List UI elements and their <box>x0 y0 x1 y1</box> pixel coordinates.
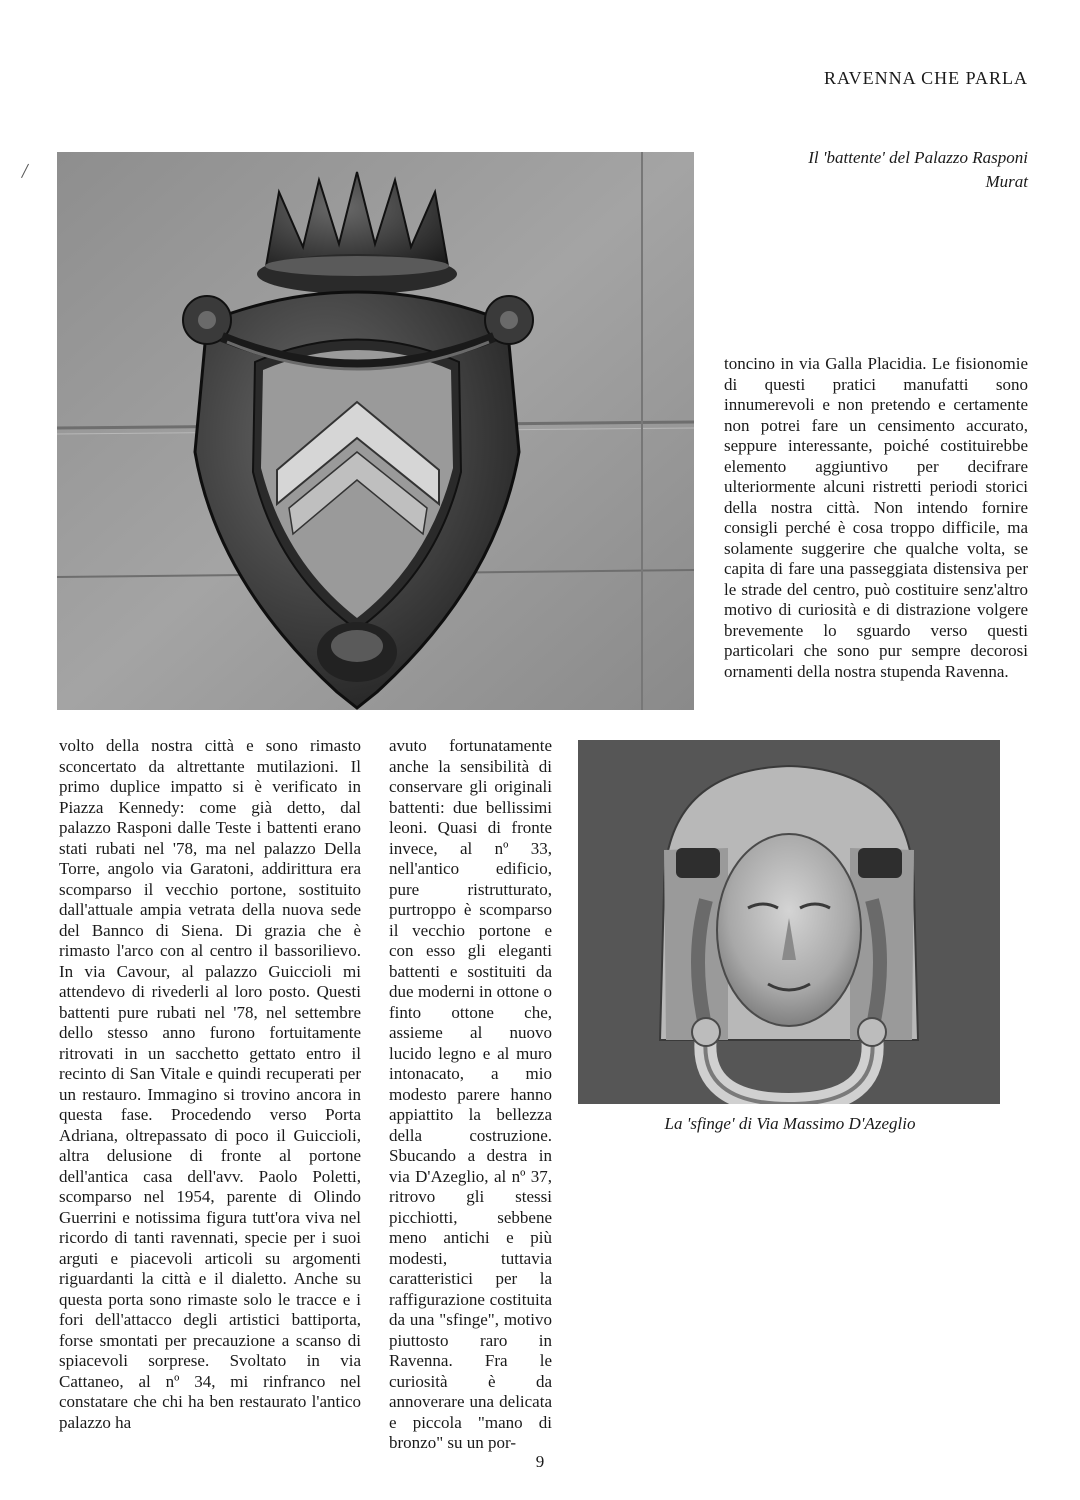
page-number: 9 <box>535 1452 545 1471</box>
sphinx-illustration <box>578 740 1000 1104</box>
margin-pencil-mark: / <box>20 157 30 184</box>
heraldic-door-knocker-photo <box>57 152 694 710</box>
running-header: RAVENNA CHE PARLA <box>823 68 1028 88</box>
sphinx-door-knocker-photo <box>578 740 1000 1104</box>
knocker-illustration <box>57 152 694 710</box>
top-figure-caption: Il 'battente' del Palazzo Rasponi Murat <box>808 148 1028 191</box>
body-text-right-column: toncino in via Galla Placidia. Le fisionomie di questi pratici manufatti sono innumerevoli e non pretendo e certamente non potrei fare un censimento accurato, seppure interessante, poiché costituirebbe elemento aggiuntivo per decifrare ulteriormente alcuni ristretti periodi storici della nostra città. Non intendo fornire consigli perché è cosa troppo difficile, ma solamente suggerire che qualche volta, se capita di fare una passeggiata distensiva per le strade del centro, può costituire senz'altro motivo di curiosità e di distrazione volgere brevemente lo sguardo verso questi particolari che sono pur sempre decorosi ornamenti della nostra stupenda Ravenna. <box>724 354 1028 681</box>
bottom-figure-caption: La 'sfinge' di Via Massimo D'Azeglio <box>664 1114 916 1133</box>
body-text-left-column: volto della nostra città e sono rimasto sconcertato da altrettante mutilazioni. Il primo duplice impatto si è verificato in Piazza Kennedy: come già detto, dal palazzo Rasponi dalle Teste i battenti erano stati rubati nel '78, ma nel palazzo Della Torre, angolo via Garatoni, addirittura era scomparso il vecchio portone, sostituito dall'attuale ampia vetrata della nuova sede del Bannco di Siena. Di grazia che è rimasto l'arco con al centro il bassorilievo. In via Cavour, al palazzo Guiccioli mi attendevo di rivederli al loro posto. Questi battenti pure rubati nel '78, nel settembre dello stesso anno furono fortuitamente ritrovati in un sacchetto gettato entro il recinto di San Vitale e quindi recuperati per un restauro. Immagino si trovino ancora in questa fase. Procedendo verso Porta Adriana, oltrepassato di poco il Guiccioli, altra delusione di fronte al portone dell'antica casa dell'avv. Paolo Poletti, scomparso nel 1954, parente di Olindo Guerrini e notissima figura tutt'ora viva nel ricordo di tanti ravennati, specie per i suoi arguti e piacevoli articoli su argomenti riguardanti la città e il dialetto. Anche su questa porta sono rimaste solo le tracce e i fori dell'attacco degli artistici battiporta, forse smontati per precauzione a scanso di spiacevoli sorprese. Svoltato in via Cattaneo, al nº 34, mi rinfranco nel constatare che chi ha ben restaurato l'antico palazzo ha <box>59 736 361 1432</box>
body-text-middle-column: avuto fortunatamente anche la sensibilità di conservare gli originali battenti: due bellissimi leoni. Quasi di fronte invece, al nº 33, nell'antico edificio, pure ristrutturato, purtroppo è scomparso il vecchio portone e con esso gli eleganti battenti e sostituiti da due moderni in ottone o finto ottone che, assieme al nuovo lucido legno e al muro intonacato, a mio modesto parere hanno appiattito la bellezza della costruzione. Sbucando a destra in via D'Azeglio, al nº 37, ritrovo gli stessi picchiotti, sebbene meno antichi e più modesti, tuttavia caratteristici per la raffigurazione costituita da una "sfinge", motivo piuttosto raro in Ravenna. Fra le curiosità è da annoverare una delicata e piccola "mano di bronzo" su un por- <box>389 736 552 1452</box>
